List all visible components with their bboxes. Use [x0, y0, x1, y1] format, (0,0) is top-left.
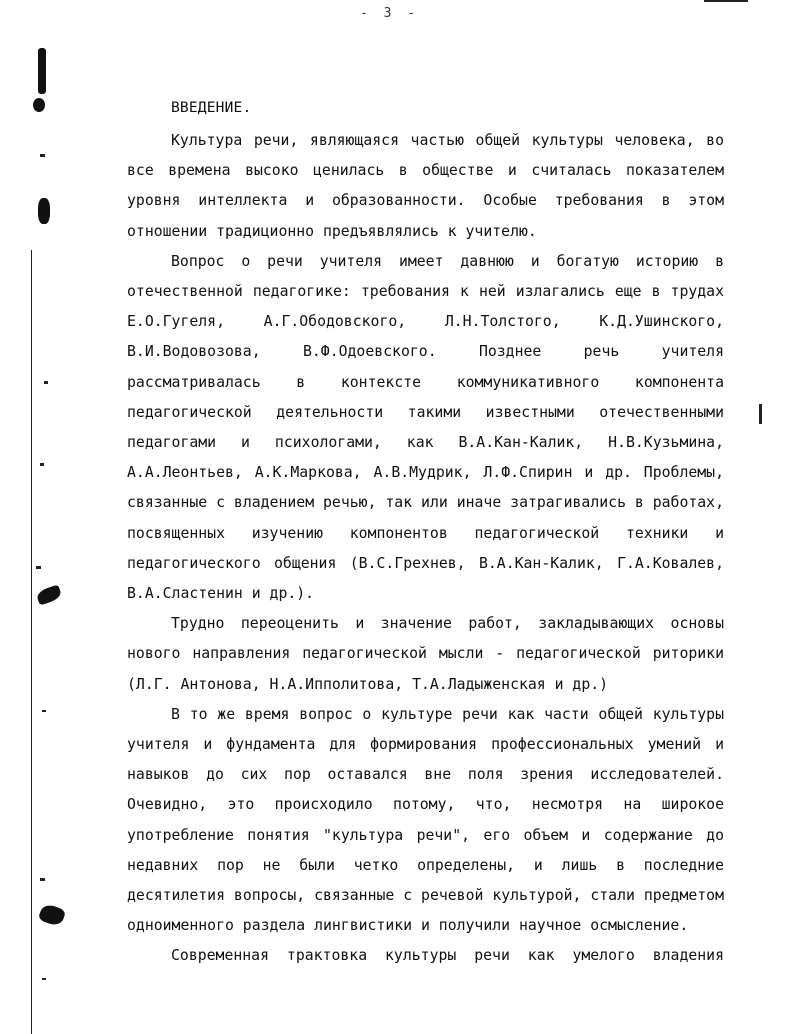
scan-blot [38, 902, 67, 927]
page-number: - 3 - [360, 6, 420, 21]
section-heading: ВВЕДЕНИЕ. [171, 100, 252, 116]
paragraph-5: Современная трактовка культуры речи как умелого владения [171, 947, 724, 965]
scan-tick [40, 463, 44, 466]
scan-blot [38, 48, 46, 94]
scan-tick [42, 978, 46, 980]
scan-blot [38, 198, 50, 224]
scan-tick [36, 566, 41, 569]
paragraph-4: В то же время вопрос о культуре речи как части общей культуры учителя и фундамента для формирования профессиональных умений и навыков до сих пор оставался вне поля зрения исследователей. Очевидно, это происходило потому, что, несмотря на широкое употребление понятия "культура речи", его объем и содержание до недавних пор не были четко определены, и лишь в последние десятилетия вопросы, связанные с речевой культурой, стали предметом одноименного раздела лингвистики и получили научное осмысление. [127, 705, 724, 935]
scan-left-edge [31, 250, 32, 1034]
scan-blot [35, 584, 62, 605]
scan-tick [44, 381, 48, 384]
scan-top-rule [704, 0, 748, 2]
scan-tick [40, 878, 45, 881]
scan-blot [33, 98, 45, 112]
paragraph-3: Трудно переоценить и значение работ, закладывающих основы нового направления педагогической мысли - педагогической риторики (Л.Г. Антонова, Н.А.Ипполитова, Т.А.Ладыженская и др.) [127, 615, 724, 693]
scan-tick [40, 154, 45, 157]
scan-tick [42, 710, 46, 712]
document-body [127, 126, 724, 972]
scan-tick [759, 404, 762, 424]
paragraph-2: Вопрос о речи учителя имеет давнюю и богатую историю в отечественной педагогике: требования к ней излагались еще в трудах Е.О.Гугеля, А.Г.Ободовского, Л.Н.Толстого, К.Д.Ушинского, В.И.Водовозова, В.Ф.Одоевского. Позднее речь учителя рассматривалась в контексте коммуникативного компонента педагогической деятельности такими известными отечественными педагогами и психологами, как В.А.Кан-Калик, Н.В.Кузьмина, А.А.Леонтьев, А.К.Маркова, А.В.Мудрик, Л.Ф.Спирин и др. Проблемы, связанные с владением речью, так или иначе затрагивались в работах, посвященных изучению компонентов педагогической техники и педагогического общения (В.С.Грехнев, В.А.Кан-Калик, Г.А.Ковалев, В.А.Сластенин и др.). [127, 252, 724, 603]
paragraph-1: Культура речи, являющаяся частью общей культуры человека, во все времена высоко ценилась в обществе и считалась показателем уровня интеллекта и образованности. Особые требования в этом отношении традиционно предъявлялись к учителю. [127, 132, 724, 240]
